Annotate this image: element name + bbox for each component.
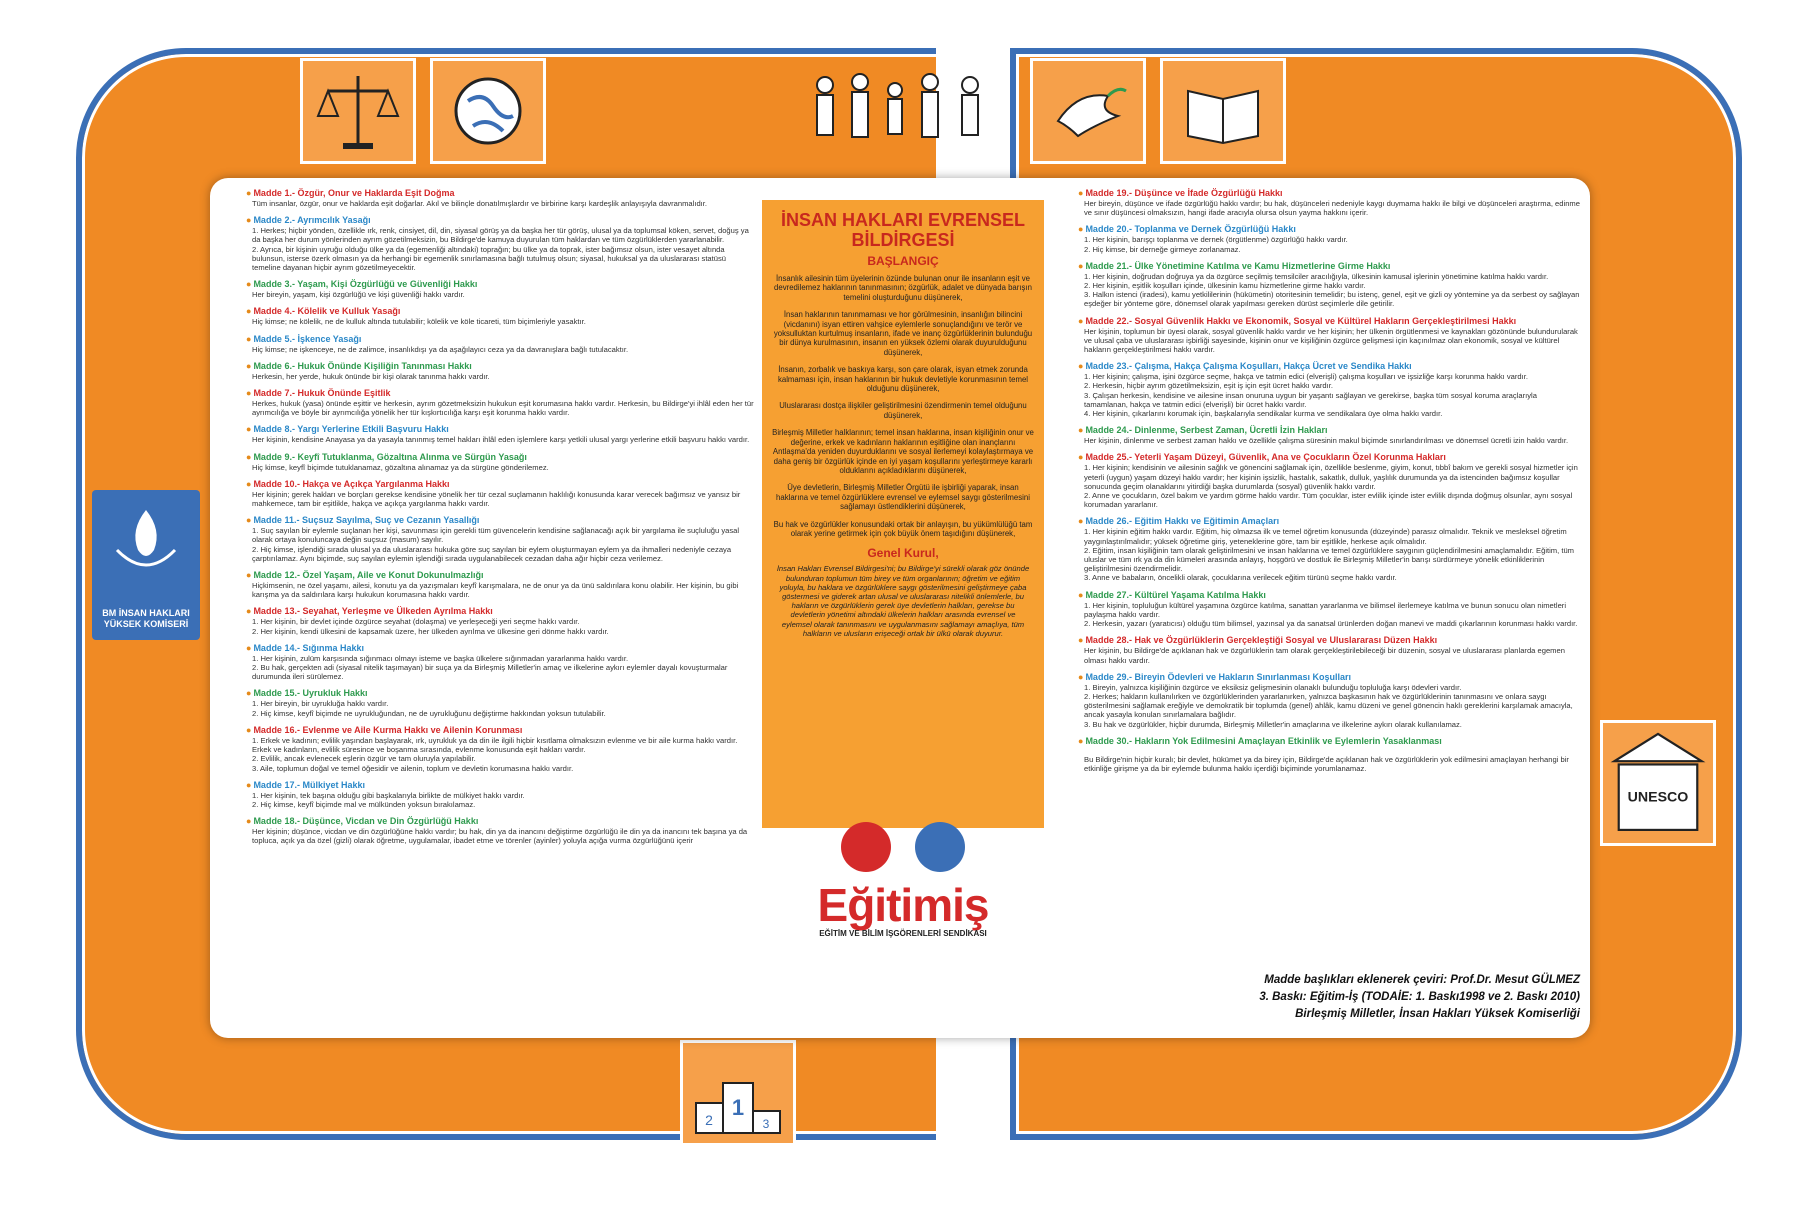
article-title: Madde 12.- Özel Yaşam, Aile ve Konut Dokunulmazlığı — [253, 570, 484, 581]
article-body: 1. Her kişinin, bir devlet içinde özgürce seyahat (dolaşma) ve yerleşeceği yeri seçme hakkı vardır. 2. Her kişinin, kendi ülkesini de kapsamak üzere, her ülkeden ayrılma ve ülkesine geri dönme hakkı vardır. — [252, 617, 609, 636]
article-body: 1. Erkek ve kadının; evlilik yaşından başlayarak, ırk, uyrukluk ya da din ile ilgili hiçbir kısıtlama olmaksızın evlenme ve bir aile kurma hakkı vardır. Erkek ve kadınların, evlilik süresince ve boşanma sırasında, evlenme konusunda eşit hakları vardır. 2. Evlilik, ancak evlenecek eşlerin özgür ve tam oluruyla yapılabilir. 3. Aile, toplumun doğal ve temel öğesidir ve ailenin, toplum ve devletin korumasına hakkı vardır. — [252, 735, 738, 773]
article-body: Herkes, hukuk (yasa) önünde eşittir ve herkesin, ayrım gözetmeksizin hukukun eşit korumasına hakkı vardır. Herkesin, bu Bildirge'yi ihlâl eden her tür ayrımcılığa ve böyle bir ayrımcılığa yönelik her tür kışkırtıcılığa karşı eşit korunma hakkı vardır. — [252, 399, 754, 418]
article-title: Madde 22.- Sosyal Güvenlik Hakkı ve Ekonomik, Sosyal ve Kültürel Hakların Gerçekleştirilmesi Hakkı — [1085, 315, 1517, 326]
article-2: ● Madde 2.- Ayrımcılık Yasağı 1. Herkes; hiçbir yönden, özellikle ırk, renk, cinsiyet, dil, din, siyasal görüş ya da başka her tür görüş, ulusal ya da toplumsal köken, servet, doğuş ya da başka her durum yönlerinden ayrım gözetilmeksizin, bu Bildirge'de kamuya duyurulan tüm haklardan ve tüm özgürlüklerden yararlanabilir. 2. Ayrıca, bir kişinin uyruğu olduğu ülke ya da (egemenliği altındaki) toprağın; bu ülke ya da toprak, ister bağımsız olsun, ister vesayet altında bulunsun, isterse özerk olmasın ya da herhangi bir egemenlik sınırlamasına bağlı tutulmuş olsun; siyasal, hukuksal ya da uluslararası statüsü temeline dayanan hiçbir ayrım gözetilmeyecektir. — [246, 215, 754, 272]
article-7: ● Madde 7.- Hukuk Önünde Eşitlik Herkes, hukuk (yasa) önünde eşittir ve herkesin, ayrım gözetmeksizin hukukun eşit korumasına hakkı vardır. Herkesin, bu Bildirge'yi ihlâl eden her tür ayrımcılığa ve böyle bir ayrımcılığa yönelik her tür kışkırtıcılığa karşı eşit korunma hakkı vardır. — [246, 388, 754, 418]
union-seal-icon — [915, 822, 965, 872]
article-body: Hiçkimsenin, ne özel yaşamı, ailesi, konutu ya da yazışmaları keyfî karışmalara, ne de onur ya da ünü saldırılara konu olabilir. Her kişinin, bu gibi karışma ya da saldırılara karşı hukukun korumasına hakkı vardır. — [252, 581, 739, 600]
translation-credit — [1170, 972, 1580, 1023]
article-body: Her kişinin; gerek hakları ve borçları gerekse kendisine yönelik her tür cezal suçlamanın haklılığı konusunda karar verecek bağımsız ve yansız bir mahkemece, tam bir eşitlikle, hakça ve açıkça yargılanma hakkı vardır. — [252, 489, 741, 509]
article-19: ● Madde 19.- Düşünce ve İfade Özgürlüğü Hakkı Her bireyin, düşünce ve ifade özgürlüğü hakkı vardır; bu hak, düşünceleri nedeniyle kaygı duymama hakkı ile bilgi ve düşünceleri araştırma, edinme ve sınır düşüncesi olmaksızın, hangi ifade aracıyla olursa olsun yayma hakkını içerir. — [1078, 188, 1580, 218]
article-27: ● Madde 27.- Kültürel Yaşama Katılma Hakkı 1. Her kişinin, topluluğun kültürel yaşamına özgürce katılma, sanattan yararlanma ve bilimsel ilerlemeye katılma ve bunun sonucu olan nimetleri paylaşma hakkı vardır. 2. Herkesin, yazarı (yaratıcısı) olduğu tüm bilimsel, yazınsal ya da sanatsal ürünlerden doğan manevi ve maddi çıkarlarının korunması hakkı vardır. — [1078, 590, 1580, 629]
article-title: Madde 5.- İşkence Yasağı — [253, 333, 362, 344]
article-body: 1. Her kişinin, barışçı toplanma ve dernek (örgütlenme) özgürlüğü hakkı vardır. 2. Hiç kimse, bir derneğe girmeye zorlanamaz. — [1084, 235, 1348, 254]
article-8: ● Madde 8.- Yargı Yerlerine Etkili Başvuru Hakkı Her kişinin, kendisine Anayasa ya da yasayla tanınmış temel hakları ihlâl eden işlemlere karşı yetkili ulusal yargı yerlerine etkili başvuru hakkı vardır. — [246, 424, 754, 444]
article-body: Hiç kimse; ne işkenceye, ne de zalimce, insanlıkdışı ya da aşağılayıcı ceza ya da davranışlara bağlı tutulacaktır. — [252, 344, 629, 354]
article-title: Madde 30.- Hakların Yok Edilmesini Amaçlayan Etkinlik ve Eylemlerin Yasaklanması — [1085, 735, 1442, 746]
article-21: ● Madde 21.- Ülke Yönetimine Katılma ve Kamu Hizmetlerine Girme Hakkı 1. Her kişinin, doğrudan doğruya ya da özgürce seçilmiş temsilciler aracılığıyla, ülkesinin kamusal işlerinin yönetimine katılma hakkı vardır. 2. Her kişinin, eşitlik koşulları içinde, ülkesinin kamu hizmetlerine girme hakkı vardır. 3. Halkın istenci (iradesi), kamu yetkililerinin (hükümetin) otoritesinin temelidir; bu istenç, genel, eşit ve gizli oy yöntemine ya da serbest oy sağlayan eşdeğer bir yönteme göre, dönemsel olarak yapılması gereken dürüst seçimlerle dile getirilir. — [1078, 260, 1580, 309]
article-13: ● Madde 13.- Seyahat, Yerleşme ve Ülkeden Ayrılma Hakkı 1. Her kişinin, bir devlet içinde özgürce seyahat (dolaşma) ve yerleşeceği yeri seçme hakkı vardır. 2. Her kişinin, kendi ülkesini de kapsamak üzere, her ülkeden ayrılma ve ülkesine geri dönme hakkı vardır. — [246, 606, 754, 635]
preamble-paragraph: İnsanlık ailesinin tüm üyelerinin özünde bulunan onur ile insanların eşit ve devredilemez haklarının tanınmasının; özgürlük, adalet ve dünyada barışın temelini oluşturduğunu düşünerek, — [774, 274, 1032, 302]
article-body: 1. Bireyin, yalnızca kişiliğinin özgürce ve eksiksiz gelişmesinin olanaklı bulunduğu topluluğa karşı ödevleri vardır. 2. Herkes; hakların kullanılırken ve özgürlüklerinden yararlanırken, yalnızca başkasının hak ve özgürlüklerinin tanınmasını ve onlara saygı gösterilmesini sağlamak ereğiyle ve demokratik bir toplumda (genel) ahlâk, kamu düzeni ve genel gönencin haklı gereklerini karşılamak amacıyla, ancak yasayla konulan sınırlamalara bağlıdır. 3. Bu hak ve özgürlükler, hiçbir durumda, Birleşmiş Milletler'in amaçlarına ve ilkelerine aykırı olarak kullanılamaz. — [1084, 682, 1573, 729]
article-body: 1. Her kişinin, zulüm karşısında sığınmacı olmayı isteme ve başka ülkelere sığınmadan yararlanma hakkı vardır. 2. Bu hak, gerçekten adi (siyasal nitelik taşımayan) bir suça ya da Birleşmiş Milletler'in amaç ve ilkelerine aykırı eylemler dayalı kovuşturmalar durumunda ileri sürülemez. — [252, 653, 728, 682]
article-title: Madde 14.- Sığınma Hakkı — [253, 642, 364, 653]
article-title: Madde 29.- Bireyin Ödevleri ve Hakların Sınırlanması Koşulları — [1085, 671, 1352, 682]
article-body: Hiç kimse; ne kölelik, ne de kulluk altında tutulabilir; kölelik ve köle ticareti, tüm biçimleriyle yasaktır. — [252, 317, 586, 327]
preamble-text — [762, 274, 1044, 538]
article-24: ● Madde 24.- Dinlenme, Serbest Zaman, Ücretli İzin Hakları Her kişinin, dinlenme ve serbest zaman hakkı ve özellikle çalışma süresinin makul biçimde sınırlandırılması ve dönemsel ücretli izin hakkı vardır. — [1078, 425, 1580, 445]
article-body: Her kişinin, dinlenme ve serbest zaman hakkı ve özellikle çalışma süresinin makul biçimde sınırlandırılması ve dönemsel ücretli izin hakkı vardır. — [1084, 436, 1569, 446]
unesco-temple-icon — [1600, 720, 1716, 846]
article-15: ● Madde 15.- Uyrukluk Hakkı 1. Her bireyin, bir uyrukluğa hakkı vardır. 2. Hiç kimse, keyfî biçimde ne uyrukluğundan, ne de uyrukluğunu değiştirme hakkından yoksun tutulabilir. — [246, 688, 754, 717]
article-title: Madde 18.- Düşünce, Vicdan ve Din Özgürlüğü Hakkı — [253, 816, 479, 827]
article-12: ● Madde 12.- Özel Yaşam, Aile ve Konut Dokunulmazlığı Hiçkimsenin, ne özel yaşamı, ailesi, konutu ya da yazışmaları keyfî karışmalara, ne de onur ya da ünü saldırılara konu olabilir. Her kişinin, bu gibi karışma ya da saldırılara karşı hukukun korumasına hakkı vardır. — [246, 570, 754, 599]
unhcr-emblem-icon — [92, 490, 200, 590]
article-9: ● Madde 9.- Keyfî Tutuklanma, Gözaltına Alınma ve Sürgün Yasağı Hiç kimse, keyfî biçimde tutuklanamaz, gözaltına alınamaz ya da sürgüne gönderilemez. — [246, 452, 754, 472]
dove-icon — [1030, 58, 1146, 164]
article-title: Madde 7.- Hukuk Önünde Eşitlik — [253, 388, 391, 399]
article-25: ● Madde 25.- Yeterli Yaşam Düzeyi, Güvenlik, Ana ve Çocukların Özel Korunma Hakları 1. Her kişinin; kendisinin ve ailesinin sağlık ve gönencini sağlamak için, özellikle beslenme, giyim, konut, tıbbî bakım ve gerekli sosyal hizmetler için yeterli (uygun) yaşam düzeyi hakkı vardır; her kişinin işsizlik, hastalık, sakatlık, dulluk, yaşlılık durumunda ya da istencinden bağımsız koşullar sonucunda geçim olanaklarını yitirdiği başka durumlarda (sosyal) güvenlik hakkı vardır. 2. Anne ve çocukların, özel bakım ve yardım görme hakkı vardır. Tüm çocuklar, ister evlilik içinde ister evlilik dışında doğmuş olsunlar, aynı sosyal korumadan yararlanır. — [1078, 452, 1580, 509]
podium-number-1: 1 — [731, 1095, 745, 1120]
logo-area — [762, 818, 1044, 1058]
book-icon — [1160, 58, 1286, 164]
article-1: ● Madde 1.- Özgür, Onur ve Haklarda Eşit Doğma Tüm insanlar, özgür, onur ve haklarda eşit doğarlar. Akıl ve bilinçle donatılmışlardır ve birbirine karşı kardeşlik anlayışıyla davranmalıdır. — [246, 188, 754, 208]
podium-number-2: 2 — [705, 1112, 713, 1128]
preamble-paragraph: Üye devletlerin, Birleşmiş Milletler Örgütü ile işbirliği yaparak, insan haklarına ve temel özgürlüklere evrensel ve eylemsel saygı gösterilmesini sağlamayı üstlendiklerini düşünerek, — [776, 483, 1030, 512]
article-23: ● Madde 23.- Çalışma, Hakça Çalışma Koşulları, Hakça Ücret ve Sendika Hakkı 1. Her kişinin; çalışma, işini özgürce seçme, hakça ve tatmin edici (elverişli) çalışma koşulları ve işsizliğe karşı korunma hakkı vardır. 2. Herkesin, hiçbir ayrım gözetilmeksizin, eşit iş için eşit ücret hakkı vardır. 3. Çalışan herkesin, kendisine ve ailesine insan onuruna uygun bir yaşantı sağlayan ve gerekirse, başka tüm sosyal koruma araçlarıyla tamamlanan, hakça ve tatmin edici (elverişli) bir ücret hakkı vardır. 4. Her kişinin, çıkarlarını korumak için, başkalarıyla sendikalar kurma ve sendikalara üye olma hakkı vardır. — [1078, 361, 1580, 418]
article-body: Her kişinin, kendisine Anayasa ya da yasayla tanınmış temel hakları ihlâl eden işlemlere karşı yetkili ulusal yargı yerlerine etkili başvuru hakkı vardır. — [252, 435, 750, 445]
people-icon — [800, 60, 1000, 170]
unhcr-label: BM İNSAN HAKLARI YÜKSEK KOMİSERİ — [102, 608, 190, 629]
article-title: Madde 15.- Uyrukluk Hakkı — [253, 688, 368, 699]
article-title: Madde 25.- Yeterli Yaşam Düzeyi, Güvenlik, Ana ve Çocukların Özel Korunma Hakları — [1085, 452, 1446, 463]
article-title: Madde 9.- Keyfî Tutuklanma, Gözaltına Alınma ve Sürgün Yasağı — [253, 451, 527, 462]
article-22: ● Madde 22.- Sosyal Güvenlik Hakkı ve Ekonomik, Sosyal ve Kültürel Hakların Gerçekleştirilmesi Hakkı Her kişinin, toplumun bir üyesi olarak, sosyal güvenlik hakkı vardır ve her kişinin; her ülkenin örgütlenmesi ve kaynakları gözönünde bulundurularak ve ulusal çaba ve uluslararası işbirliği sayesinde, kişinin onur ve kişiliğinin özgürce gelişmesi için kaçınılmaz olan ekonomik, sosyal ve kültürel hakların gerçekleştirilmesi hakkı vardır. — [1078, 316, 1580, 355]
podium-number-3: 3 — [762, 1117, 770, 1131]
article-body: Bu Bildirge'nin hiçbir kuralı; bir devlet, hükümet ya da birey için, Bildirge'de açıklanan hak ve özgürlüklerin yok edilmesini amaçlayan herhangi bir etkinliğe girişme ya da bir eylemde bulunma hakkı içerdiği biçiminde yorumlanamaz. — [1084, 754, 1569, 773]
preamble-paragraph: İnsan haklarının tanınmaması ve hor görülmesinin, insanlığın bilincini (vicdanını) isyan ettiren vahşice eylemlerle sonuçlandığını ve terör ve yoksulluktan kurtulmuş insanların, ifade ve inanç özgürlüklerinin bulunduğu bir dünya kurulmasının, insanın en yüksek özlemi olarak duyurulduğunu düşünerek, — [773, 310, 1033, 357]
article-20: ● Madde 20.- Toplanma ve Dernek Özgürlüğü Hakkı 1. Her kişinin, barışçı toplanma ve dernek (örgütlenme) özgürlüğü hakkı vardır. 2. Hiç kimse, bir derneğe girmeye zorlanamaz. — [1078, 224, 1580, 253]
article-3: ● Madde 3.- Yaşam, Kişi Özgürlüğü ve Güvenliği Hakkı Her bireyin, yaşam, kişi özgürlüğü ve kişi güvenliği hakkı vardır. — [246, 279, 754, 299]
article-title: Madde 24.- Dinlenme, Serbest Zaman, Ücretli İzin Hakları — [1085, 425, 1328, 436]
unesco-label: UNESCO — [1627, 789, 1689, 806]
preamble-panel — [762, 200, 1044, 828]
article-title: Madde 19.- Düşünce ve İfade Özgürlüğü Hakkı — [1085, 188, 1283, 198]
article-17: ● Madde 17.- Mülkiyet Hakkı 1. Her kişinin, tek başına olduğu gibi başkalarıyla birlikte de mülkiyet hakkı vardır. 2. Hiç kimse, keyfî biçimde mal ve mülkünden yoksun bırakılamaz. — [246, 780, 754, 809]
preamble-heading: BAŞLANGIÇ — [867, 254, 939, 268]
article-body: Herkesin, her yerde, hukuk önünde bir kişi olarak tanınma hakkı vardır. — [252, 371, 490, 381]
article-6: ● Madde 6.- Hukuk Önünde Kişiliğin Tanınması Hakkı Herkesin, her yerde, hukuk önünde bir kişi olarak tanınma hakkı vardır. — [246, 361, 754, 381]
article-10: ● Madde 10.- Hakça ve Açıkça Yargılanma Hakkı Her kişinin; gerek hakları ve borçları gerekse kendisine yönelik her tür cezal suçlamanın haklılığı konusunda karar verecek bağımsız ve yansız bir mahkemece, tam bir eşitlikle, hakça ve açıkça yargılanma hakkı vardır. — [246, 479, 754, 508]
scales-icon — [300, 58, 416, 164]
article-body: 1. Her kişinin, topluluğun kültürel yaşamına özgürce katılma, sanattan yararlanma ve bilimsel ilerlemeye katılma ve bunun sonucu olan nimetleri paylaşma hakkı vardır. 2. Herkesin, yazarı (yaratıcısı) olduğu tüm bilimsel, yazınsal ya da sanatsal ürünlerden doğan manevi ve maddi çıkarlarının korunması hakkı vardır. — [1084, 600, 1578, 629]
article-body: 1. Her kişinin, tek başına olduğu gibi başkalarıyla birlikte de mülkiyet hakkı vardır. 2. Hiç kimse, keyfî biçimde mal ve mülkünden yoksun bırakılamaz. — [252, 790, 525, 809]
article-title: Madde 21.- Ülke Yönetimine Katılma ve Kamu Hizmetlerine Girme Hakkı — [1085, 260, 1391, 271]
articles-column-right — [1078, 188, 1580, 780]
article-body: Her bireyin, yaşam, kişi özgürlüğü ve kişi güvenliği hakkı vardır. — [252, 290, 465, 300]
article-body: Her kişinin, bu Bildirge'de açıklanan hak ve özgürlüklerin tam olarak gerçekleştirilebileceği bir düzenin, sosyal ve uluslararası planlarda egemen olması hakkı vardır. — [1084, 646, 1565, 665]
declaration-sheet — [210, 178, 1590, 1038]
article-title: Madde 8.- Yargı Yerlerine Etkili Başvuru Hakkı — [253, 424, 449, 435]
article-title: Madde 4.- Kölelik ve Kulluk Yasağı — [253, 306, 401, 317]
unhcr-emblem — [92, 490, 200, 640]
article-29: ● Madde 29.- Bireyin Ödevleri ve Hakların Sınırlanması Koşulları 1. Bireyin, yalnızca kişiliğinin özgürce ve eksiksiz gelişmesinin olanaklı bulunduğu topluluğa karşı ödevleri vardır. 2. Herkes; hakların kullanılırken ve özgürlüklerinden yararlanırken, yalnızca başkasının hak ve özgürlüklerinin tanınmasını ve onlara saygı gösterilmesini sağlamak ereğiyle ve demokratik bir toplumda (genel) ahlâk, kamu düzeni ve genel gönencin haklı gereklerini karşılamak amacıyla, ancak yasayla konulan sınırlamalara bağlıdır. 3. Bu hak ve özgürlükler, hiçbir durumda, Birleşmiş Milletler'in amaçlarına ve ilkelerine aykırı olarak kullanılamaz. — [1078, 672, 1580, 729]
article-title: Madde 23.- Çalışma, Hakça Çalışma Koşulları, Hakça Ücret ve Sendika Hakkı — [1085, 361, 1412, 372]
article-body: Tüm insanlar, özgür, onur ve haklarda eşit doğarlar. Akıl ve bilinçle donatılmışlardır ve birbirine karşı kardeşlik anlayışıyla davranmalıdır. — [252, 199, 707, 208]
article-30: ● Madde 30.- Hakların Yok Edilmesini Amaçlayan Etkinlik ve Eylemlerin Yasaklanması Bu Bildirge'nin hiçbir kuralı; bir devlet, hükümet ya da birey için, Bildirge'de açıklanan hak ve özgürlüklerin yok edilmesini amaçlayan herhangi bir etkinliğe girişme ya da bir eylemde bulunma hakkı içerdiği biçiminde yorumlanamaz. — [1078, 736, 1580, 773]
article-body: 1. Suç sayılan bir eylemle suçlanan her kişi, savunması için gerekli tüm güvencelerin kendisine sağlanacağı açık bir yargılama ile suçluluğu yasal olarak ortaya konuluncaya değin suçsuz (masum) sayılır. 2. Hiç kimse, işlendiği sırada ulusal ya da uluslararası hukuka göre suç sayılan bir eylem oluşturmayan eylem ya da ihmalleri nedeniyle cezaya çarptırılamaz. Aynı biçimde, suç sayılan eylemin işlendiği sırada uygulanabilecek cezadan daha ağır hiçbir ceza verilemez. — [252, 526, 740, 563]
article-body: Her kişinin, toplumun bir üyesi olarak, sosyal güvenlik hakkı vardır ve her kişinin; her ülkenin örgütlenmesi ve kaynakları gözönünde bulundurularak ve ulusal çaba ve uluslararası işbirliği sayesinde, kişinin onur ve kişiliğinin özgürce gelişmesi için kaçınılmaz olan ekonomik, sosyal ve kültürel hakların gerçekleştirilmesi hakkı vardır. — [1084, 326, 1578, 355]
article-title: Madde 13.- Seyahat, Yerleşme ve Ülkeden Ayrılma Hakkı — [253, 606, 493, 617]
article-title: Madde 10.- Hakça ve Açıkça Yargılanma Hakkı — [253, 478, 450, 489]
preamble-paragraph: Uluslararası dostça ilişkiler geliştirilmesini özendirmenin temel olduğunu düşünerek, — [779, 401, 1027, 420]
brand-logo: Eğitimiş — [817, 879, 989, 931]
articles-column-left — [246, 188, 754, 853]
article-body: Her bireyin, düşünce ve ifade özgürlüğü hakkı vardır; bu hak, düşünceleri nedeniyle kaygı duymama hakkı ile bilgi ve düşünceleri araştırma, edinme ve sınır düşüncesi olmaksızın, hangi ifade aracıyla olursa olsun yayma hakkını içerir. — [1084, 199, 1580, 218]
article-body: 1. Her bireyin, bir uyrukluğa hakkı vardır. 2. Hiç kimse, keyfî biçimde ne uyrukluğundan, ne de uyrukluğunu değiştirme hakkından yoksun tutulabilir. — [252, 699, 606, 718]
credit-line: 3. Baskı: Eğitim-İş (TODAİE: 1. Baskı1998 ve 2. Baskı 2010) — [1259, 991, 1580, 1003]
article-title: Madde 16.- Evlenme ve Aile Kurma Hakkı ve Ailenin Korunması — [253, 724, 523, 735]
article-title: Madde 28.- Hak ve Özgürlüklerin Gerçekleştiği Sosyal ve Uluslararası Düzen Hakkı — [1085, 635, 1438, 646]
article-body: 1. Herkes; hiçbir yönden, özellikle ırk, renk, cinsiyet, dil, din, siyasal görüş ya da başka her tür görüş, ulusal ya da toplumsal köken, servet, doğuş ya da başka her durum yönlerinden ayrım gözetilmeksizin, bu Bildirge'de kamuya duyurulan tüm haklardan ve tüm özgürlüklerden yararlanabilir. 2. Ayrıca, bir kişinin uyruğu olduğu ülke ya da (egemenliği altındaki) toprağın; bu ülke ya da toprak, ister bağımsız olsun, ister vesayet altında bulunsun, isterse özerk olmasın ya da herhangi bir egemenlik sınırlamasına bağlı tutulmuş olsun; siyasal, hukuksal ya da uluslararası statüsü temeline dayanan hiçbir ayrım gözetilmeyecektir. — [252, 226, 749, 273]
article-28: ● Madde 28.- Hak ve Özgürlüklerin Gerçekleştiği Sosyal ve Uluslararası Düzen Hakkı Her kişinin, bu Bildirge'de açıklanan hak ve özgürlüklerin tam olarak gerçekleştirilebileceği bir düzenin, sosyal ve uluslararası planlarda egemen olması hakkı vardır. — [1078, 635, 1580, 664]
article-body: Hiç kimse, keyfî biçimde tutuklanamaz, gözaltına alınamaz ya da sürgüne gönderilemez. — [252, 462, 549, 472]
article-title: Madde 3.- Yaşam, Kişi Özgürlüğü ve Güvenliği Hakkı — [253, 279, 478, 290]
article-4: ● Madde 4.- Kölelik ve Kulluk Yasağı Hiç kimse; ne kölelik, ne de kulluk altında tutulabilir; kölelik ve köle ticareti, tüm biçimleriyle yasaktır. — [246, 306, 754, 326]
preamble-paragraph: Bu hak ve özgürlükler konusundaki ortak bir anlayışın, bu yükümlülüğü tam olarak yerine getirmek için çok büyük önem taşıdığını düşünerek, — [773, 519, 1033, 538]
globe-icon — [430, 58, 546, 164]
proclamation-text: İnsan Hakları Evrensel Bildirgesi'ni; bu Bildirge'yi sürekli olarak göz önünde bulunduran toplumun tüm birey ve tüm organlarının; öğretim ve eğitim yoluyla, bu haklara ve özgürlüklere saygı gösterilmesini geliştirmeye çaba göstermesi ve giderek artan ulusal ve uluslararası nitelikli önlemlerle, bu hakların ve özgürlüklerin gerek üye devletlerin halkları, gerekse bu devletlerin yönetimi altındaki ülkelerin halkları arasında evrensel ve eylemsel olarak tanınmasını ve uygulanmasını sağlamayı amaçlıya, tüm halkların ve ulusların erişeceği ortak bir ülkü olarak duyurur. — [776, 564, 1030, 638]
article-16: ● Madde 16.- Evlenme ve Aile Kurma Hakkı ve Ailenin Korunması 1. Erkek ve kadının; evlilik yaşından başlayarak, ırk, uyrukluk ya da din ile ilgili hiçbir kısıtlama olmaksızın evlenme ve bir aile kurma hakkı vardır. Erkek ve kadınların, evlilik süresince ve boşanma sırasında, evlenme konusunda eşit hakları vardır. 2. Evlilik, ancak evlenecek eşlerin özgür ve tam oluruyla yapılabilir. 3. Aile, toplumun doğal ve temel öğesidir ve ailenin, toplum ve devletin korumasına hakkı vardır. — [246, 725, 754, 773]
article-title: Madde 20.- Toplanma ve Dernek Özgürlüğü Hakkı — [1085, 224, 1296, 235]
article-body: 1. Her kişinin; çalışma, işini özgürce seçme, hakça ve tatmin edici (elverişli) çalışma koşulları ve işsizliğe karşı korunma hakkı vardır. 2. Herkesin, hiçbir ayrım gözetilmeksizin, eşit iş için eşit ücret hakkı vardır. 3. Çalışan herkesin, kendisine ve ailesine insan onuruna uygun bir yaşantı sağlayan ve gerekirse, başka tüm sosyal koruma araçlarıyla tamamlanan, hakça ve tatmin edici (elverişli) bir ücret hakkı vardır. 4. Her kişinin, çıkarlarını korumak için, başkalarıyla sendikalar kurma ve sendikalara üye olma hakkı vardır. — [1084, 372, 1537, 419]
article-title: Madde 6.- Hukuk Önünde Kişiliğin Tanınması Hakkı — [253, 360, 472, 371]
credit-line: Birleşmiş Milletler, İnsan Hakları Yüksek Komiserliği — [1295, 1008, 1580, 1020]
article-body: 1. Her kişinin, doğrudan doğruya ya da özgürce seçilmiş temsilciler aracılığıyla, ülkesinin kamusal işlerinin yönetimine katılma hakkı vardır. 2. Her kişinin, eşitlik koşulları içinde, ülkesinin kamu hizmetlerine girme hakkı vardır. 3. Halkın istenci (iradesi), kamu yetkililerinin (hükümetin) otoritesinin temelidir; bu istenç, genel, eşit ve gizli oy yöntemine ya da serbest oy sağlayan eşdeğer bir yönteme göre, dönemsel olarak yapılması gereken dürüst seçimlerle dile getirilir. — [1084, 271, 1580, 309]
page-title: İNSAN HAKLARI EVRENSEL BİLDİRGESİ — [780, 210, 1026, 250]
article-body: 1. Her kişinin eğitim hakkı vardır. Eğitim, hiç olmazsa ilk ve temel öğretim konusunda (düzeyinde) parasız olmalıdır. Teknik ve mesleksel öğretim yaygınlaştırılmalıdır; yüksek öğretime giriş, yeteneklerine göre, tam bir eşitlikle, herkese açık olmalıdır. 2. Eğitim, insan kişiliğinin tam olarak geliştirilmesini ve insan haklarına ve temel özgürlüklere saygının güçlendirilmesini amaçlamalıdır. Eğitim, tüm uluslar ve tüm ırk ya da din kümeleri arasında anlayış, hoşgörü ve dostluk ile Birleşmiş Milletler'in barışı sürdürmeye yönelik etkinliklerinin geliştirilmesini özendirmelidir. 3. Anne ve babaların, öncelikli olarak, çocuklarına verilecek eğitim türünü seçme hakkı vardır. — [1084, 527, 1575, 583]
article-title: Madde 1.- Özgür, Onur ve Haklarda Eşit Doğma — [253, 188, 455, 198]
article-title: Madde 26.- Eğitim Hakkı ve Eğitimin Amaçları — [1085, 516, 1280, 527]
credit-line: Madde başlıkları eklenerek çeviri: Prof.Dr. Mesut GÜLMEZ — [1264, 974, 1580, 986]
general-assembly-heading: Genel Kurul, — [867, 546, 939, 561]
article-18: ● Madde 18.- Düşünce, Vicdan ve Din Özgürlüğü Hakkı Her kişinin; düşünce, vicdan ve din özgürlüğüne hakkı vardır; bu hak, din ya da inancını değiştirme özgürlüğü ile din ya da inancını tek başına ya da topluca, açık ya da özel (gizli) olarak öğretme, uygulamalar, ibadet etme ve törenler (ayinler) yoluyla açığa vurma özgürlüğünü içerir — [246, 816, 754, 845]
article-title: Madde 11.- Suçsuz Sayılma, Suç ve Cezanın Yasallığı — [253, 515, 480, 526]
article-26: ● Madde 26.- Eğitim Hakkı ve Eğitimin Amaçları 1. Her kişinin eğitim hakkı vardır. Eğitim, hiç olmazsa ilk ve temel öğretim konusunda (düzeyinde) parasız olmalıdır. Teknik ve mesleksel öğretim yaygınlaştırılmalıdır; yüksek öğretime giriş, yeteneklerine göre, tam bir eşitlikle, herkese açık olmalıdır. 2. Eğitim, insan kişiliğinin tam olarak geliştirilmesini ve insan haklarına ve temel özgürlüklere saygının güçlendirilmesini amaçlamalıdır. Eğitim, tüm uluslar ve tüm ırk ya da din kümeleri arasında anlayış, hoşgörü ve dostluk ile Birleşmiş Milletler'in barışı sürdürmeye yönelik etkinliklerinin geliştirilmesini özendirmelidir. 3. Anne ve babaların, öncelikli olarak, çocuklarına verilecek eğitim türünü seçme hakkı vardır. — [1078, 516, 1580, 582]
brand-subtitle: EĞİTİM VE BİLİM İŞGÖRENLERİ SENDİKASI — [819, 929, 987, 938]
article-body: 1. Her kişinin; kendisinin ve ailesinin sağlık ve gönencini sağlamak için, özellikle beslenme, giyim, konut, tıbbî bakım ve gerekli sosyal hizmetler için yeterli (uygun) yaşam düzeyi hakkı vardır; her kişinin işsizlik, hastalık, sakatlık, dulluk, yaşlılık durumunda ya da istencinden bağımsız koşullar sonucunda geçim olanaklarını yitirdiği başka durumlarda (sosyal) güvenlik hakkı vardır. 2. Anne ve çocukların, özel bakım ve yardım görme hakkı vardır. Tüm çocuklar, ister evlilik içinde ister evlilik dışında doğmuş olsunlar, aynı sosyal korumadan yararlanır. — [1084, 463, 1578, 510]
article-title: Madde 17.- Mülkiyet Hakkı — [253, 779, 365, 790]
article-5: ● Madde 5.- İşkence Yasağı Hiç kimse; ne işkenceye, ne de zalimce, insanlıkdışı ya da aşağılayıcı ceza ya da davranışlara bağlı tutulacaktır. — [246, 334, 754, 354]
article-title: Madde 2.- Ayrımcılık Yasağı — [253, 215, 371, 226]
article-14: ● Madde 14.- Sığınma Hakkı 1. Her kişinin, zulüm karşısında sığınmacı olmayı isteme ve başka ülkelere sığınmadan yararlanma hakkı vardır. 2. Bu hak, gerçekten adi (siyasal nitelik taşımayan) bir suça ya da Birleşmiş Milletler'in amaç ve ilkelerine aykırı eylemler dayalı kovuşturmalar durumunda ileri sürülemez. — [246, 643, 754, 682]
article-11: ● Madde 11.- Suçsuz Sayılma, Suç ve Cezanın Yasallığı 1. Suç sayılan bir eylemle suçlanan her kişi, savunması için gerekli tüm güvencelerin kendisine sağlanacağı açık bir yargılama ile suçluluğu yasal olarak ortaya konuluncaya değin suçsuz (masum) sayılır. 2. Hiç kimse, işlendiği sırada ulusal ya da uluslararası hukuka göre suç sayılan bir eylem oluşturmayan eylem ya da ihmalleri nedeniyle cezaya çarptırılamaz. Aynı biçimde, suç sayılan eylemin işlendiği sırada uygulanabilecek cezadan daha ağır hiçbir ceza verilemez. — [246, 515, 754, 563]
article-body: Her kişinin; düşünce, vicdan ve din özgürlüğüne hakkı vardır; bu hak, din ya da inancını değiştirme özgürlüğü ile din ya da inancını tek başına ya da topluca, açık ya da özel (gizli) olarak öğretme, uygulamalar, ibadet etme ve törenler (ayinler) yoluyla açığa vurma özgürlüğünü içerir — [252, 827, 748, 846]
preamble-paragraph: Birleşmiş Milletler halklarının; temel insan haklarına, insan kişiliğinin onur ve değerine, erkek ve kadınların haklarının eşitliğine olan inançlarını Antlaşma'da yeniden duyurduklarını ve sosyal ilerlemeyi kolaylaştırmaya ve daha geniş bir özgürlük içinde en iyi yaşam koşullarını yerleştirmeye kararlı olduklarını açıkladıklarını düşünerek, — [772, 428, 1034, 475]
preamble-paragraph: İnsanın, zorbalık ve baskıya karşı, son çare olarak, isyan etmek zorunda kalmaması için, insan haklarının bir hukuk devletiyle korunmasının temel olduğunu düşünerek, — [777, 365, 1029, 394]
union-logo-icon — [841, 822, 891, 872]
article-title: Madde 27.- Kültürel Yaşama Katılma Hakkı — [1085, 589, 1266, 600]
